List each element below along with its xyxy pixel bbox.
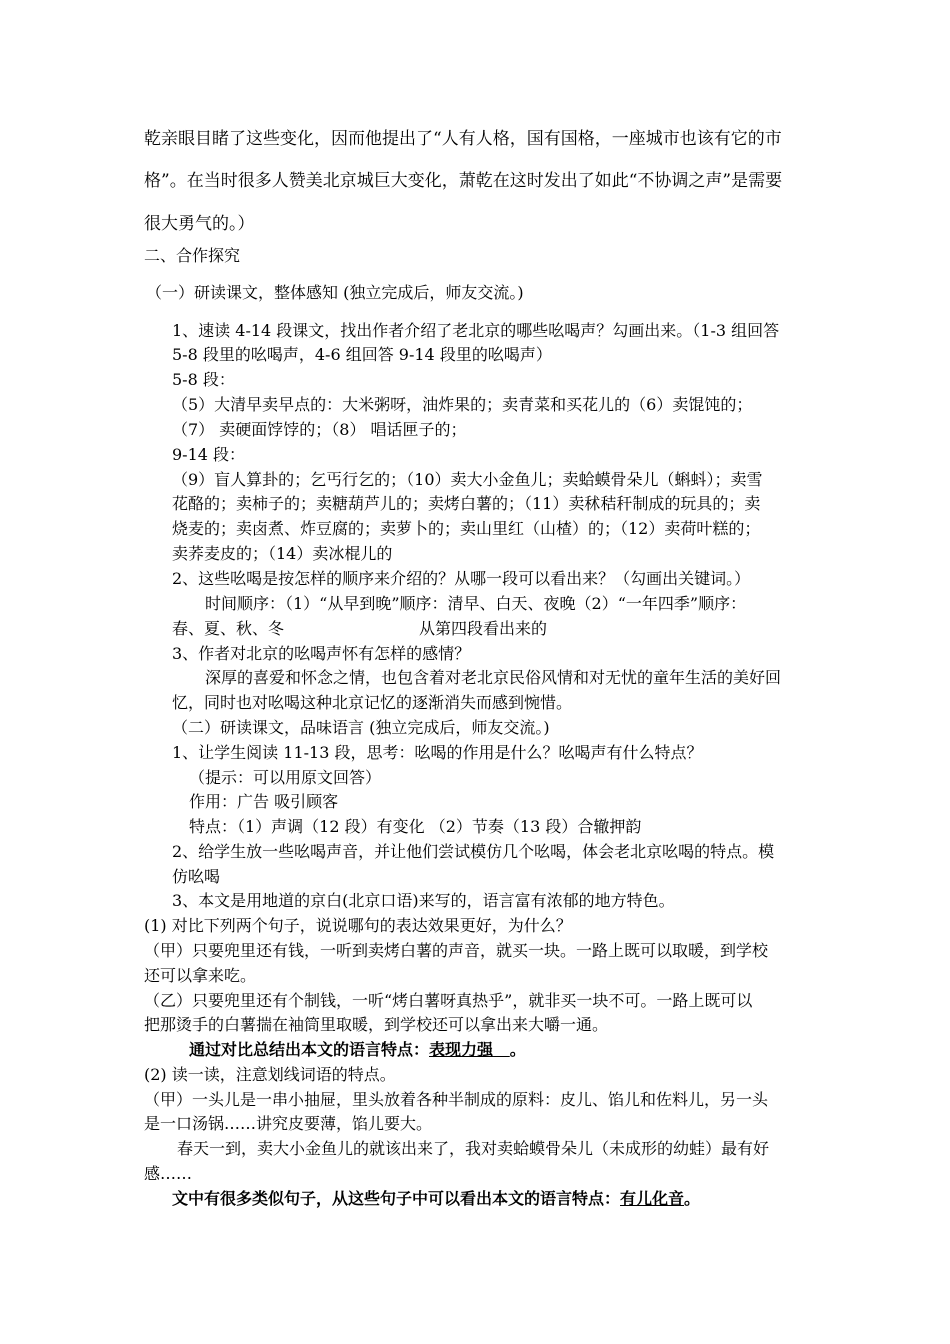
example-spring-line-1: 春天一到，卖大小金鱼儿的就该出来了，我对卖蛤蟆骨朵儿（未成形的幼蛙）最有好	[177, 1139, 770, 1158]
part1-q2-answer-source: 从第四段看出来的	[419, 619, 548, 638]
part1-q3-question: 3、作者对北京的吆喝声怀有怎样的感情？	[172, 644, 471, 663]
final-prefix: 文中有很多类似句子，从这些句子中可以看出本文的语言特点：	[172, 1189, 621, 1208]
summary-answer-blank	[493, 1040, 510, 1059]
part2-q1-use: 作用：广告 吸引顾客	[189, 792, 339, 811]
summary-prefix: 通过对比总结出本文的语言特点：	[189, 1040, 430, 1059]
final-language-feature	[172, 1189, 700, 1209]
part2-q1-question: 1、让学生阅读 11-13 段，思考：吆喝的作用是什么？吆喝声有什么特点？	[172, 743, 703, 762]
part1-q1-line-2: 5-8 段里的吆喝声，4-6 组回答 9-14 段里的吆喝声）	[172, 345, 552, 364]
intro-line-2: 格”。在当时很多人赞美北京城巨大变化，萧乾在这时发出了如此“不协调之声”是需要	[144, 171, 783, 191]
part2-heading: （二）研读课文，品味语言 (独立完成后，师友交流。)	[172, 718, 550, 737]
part2-q3-line-1: 3、本文是用地道的京白(北京口语)来写的，语言富有浓郁的地方特色。	[172, 891, 675, 910]
part1-heading: （一）研读课文，整体感知 (独立完成后，师友交流。)	[146, 283, 524, 302]
section-label-5-8: 5-8 段：	[172, 370, 235, 389]
part1-q1-line-1: 1、速读 4-14 段课文，找出作者介绍了老北京的哪些吆喝声？勾画出来。（1-3 组回答	[172, 321, 780, 340]
summary-language-feature	[189, 1040, 526, 1060]
section-heading-cooperative-inquiry: 二、合作探究	[144, 246, 241, 265]
final-suffix: 。	[684, 1189, 701, 1208]
sentence-jia-line-2: 还可以拿来吃。	[144, 966, 257, 985]
summary-suffix: 。	[509, 1040, 526, 1059]
part2-q2-line-1: 2、给学生放一些吆喝声音，并让他们尝试模仿几个吆喝，体会老北京吆喝的特点。模	[172, 842, 775, 861]
section-label-9-14: 9-14 段：	[172, 445, 246, 464]
part2-q1-hint: （提示：可以用原文回答）	[189, 768, 382, 787]
answer-5-8-line-2: （7） 卖硬面饽饽的；（8） 唱话匣子的；	[172, 420, 467, 439]
part2-q3-sub1: (1) 对比下列两个句子，说说哪句的表达效果更好，为什么？	[144, 916, 572, 935]
part1-q2-question: 2、这些吆喝是按怎样的顺序来介绍的？从哪一段可以看出来？（勾画出关键词。）	[172, 569, 751, 588]
answer-5-8-line-1: （5）大清早卖早点的：大米粥呀，油炸果的；卖青菜和买花儿的（6）卖馄饨的；	[172, 395, 753, 414]
answer-9-14-line-2: 花酪的；卖柿子的；卖糖葫芦儿的；卖烤白薯的；（11）卖秫秸秆制成的玩具的；卖	[172, 494, 761, 513]
sentence-jia-line-1: （甲）只要兜里还有钱，一听到卖烤白薯的声音，就买一块。一路上既可以取暖，到学校	[144, 941, 769, 960]
sentence-yi-line-2: 把那烫手的白薯揣在袖筒里取暖，到学校还可以拿出来大嚼一通。	[144, 1015, 609, 1034]
part1-q2-answer-seasons: 春、夏、秋、冬	[172, 619, 285, 638]
example-spring-line-2: 感……	[144, 1164, 193, 1183]
final-answer: 有儿化音	[620, 1189, 685, 1208]
sentence-yi-line-1: （乙）只要兜里还有个制钱，一听“烤白薯呀真热乎”，就非买一块不可。一路上既可以	[144, 991, 753, 1010]
intro-line-1: 乾亲眼目睹了这些变化，因而他提出了“人有人格，国有国格，一座城市也该有它的市	[144, 129, 782, 149]
part1-q2-answer-line-1: 时间顺序：（1）“从早到晚”顺序：清早、白天、夜晚（2）“一年四季”顺序：	[205, 594, 747, 613]
part2-q3-sub2: (2) 读一读，注意划线词语的特点。	[144, 1065, 396, 1084]
answer-9-14-line-1: （9）盲人算卦的；乞丐行乞的；（10）卖大小金鱼儿；卖蛤蟆骨朵儿（蝌蚪）；卖雪	[172, 470, 763, 489]
summary-answer: 表现力强	[429, 1040, 494, 1059]
part1-q3-answer-line-1: 深厚的喜爱和怀念之情，也包含着对老北京民俗风情和对无忧的童年生活的美好回	[205, 668, 782, 687]
part1-q3-answer-line-2: 忆，同时也对吆喝这种北京记忆的逐渐消失而感到惋惜。	[172, 693, 573, 712]
answer-9-14-line-3: 烧麦的；卖卤煮、炸豆腐的；卖萝卜的；卖山里红（山楂）的；（12）卖荷叶糕的；	[172, 519, 761, 538]
part2-q2-line-2: 仿吆喝	[172, 867, 221, 886]
example-jia-line-1: （甲）一头儿是一串小抽屉，里头放着各种半制成的原料：皮儿、馅儿和佐料儿，另一头	[144, 1090, 769, 1109]
intro-line-3: 很大勇气的。）	[144, 214, 255, 234]
part2-q1-feature: 特点：（1）声调（12 段）有变化 （2）节奏（13 段）合辙押韵	[189, 817, 642, 836]
example-jia-line-2: 是一口汤锅……讲究皮要薄，馅儿要大。	[144, 1114, 433, 1133]
answer-9-14-line-4: 卖荞麦皮的；（14）卖冰棍儿的	[172, 544, 393, 563]
